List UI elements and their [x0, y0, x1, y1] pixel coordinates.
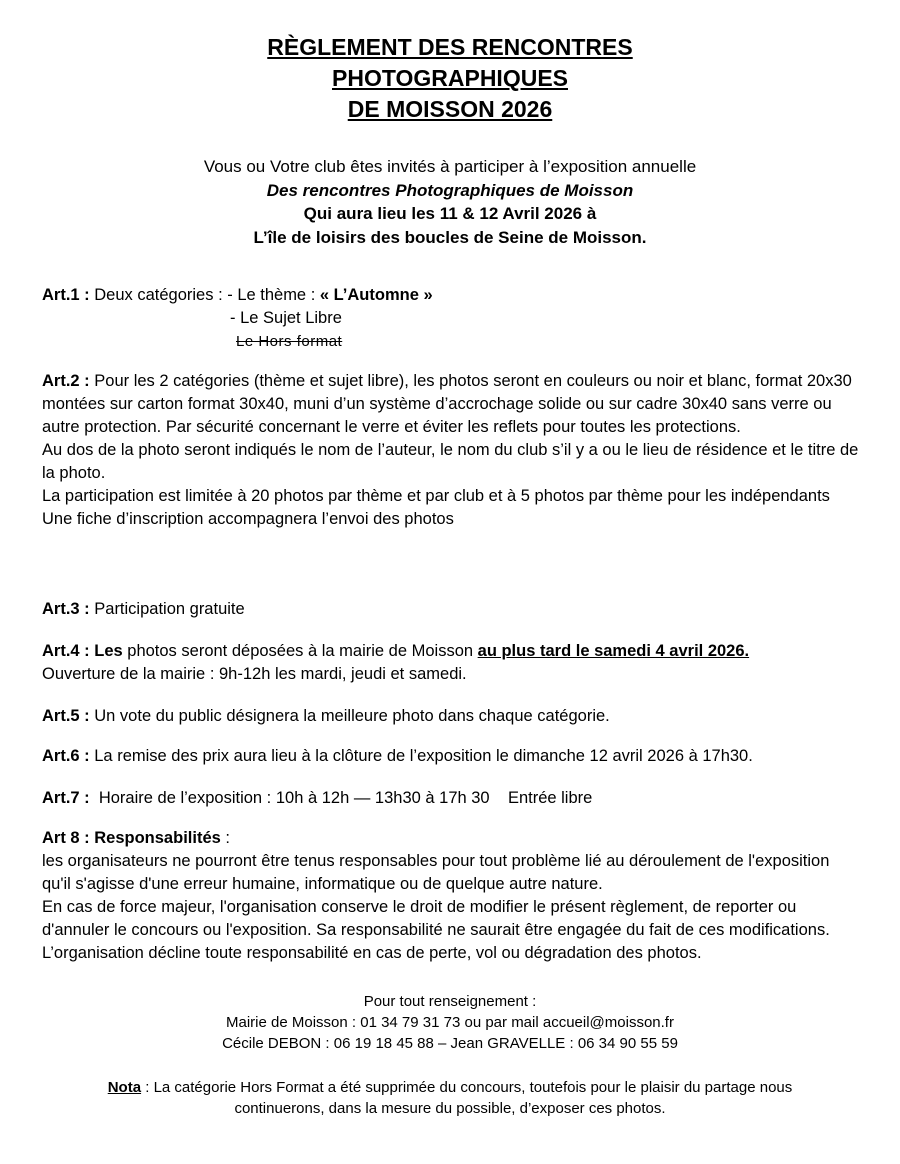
title-line-2: PHOTOGRAPHIQUES	[332, 65, 568, 91]
art1-theme: « L’Automne »	[319, 286, 433, 304]
title-line-3: DE MOISSON 2026	[347, 96, 553, 122]
art1-hors-format-struck: Le Hors format	[236, 333, 343, 350]
art1-hors-format	[42, 330, 862, 353]
art4-line2: Ouverture de la mairie : 9h-12h les mardi, jeudi et samedi.	[42, 665, 467, 683]
nota-text-1: : La catégorie Hors Format a été supprimée du concours, toutefois pour le plaisir du partage nous	[141, 1079, 793, 1096]
art6-text: La remise des prix aura lieu à la clôture de l’exposition le dimanche 12 avril 2026 à 17h30.	[89, 747, 753, 765]
intro-line-2: Des rencontres Photographiques de Moisson	[266, 180, 634, 200]
art6-label: Art.6 :	[42, 747, 90, 765]
intro-line-4: L’île de loisirs des boucles de Seine de Moisson.	[253, 227, 647, 247]
nota-label: Nota	[107, 1079, 142, 1096]
art1-text: Deux catégories : - Le thème :	[89, 286, 320, 304]
art4-label: Art.4 : Les	[42, 642, 123, 660]
contact-block	[0, 991, 900, 1054]
art4-text: photos seront déposées à la mairie de Moisson	[122, 642, 478, 660]
art8-p1: les organisateurs ne pourront être tenus responsables pour tout problème lié au déroulement de l'exposition qu'il s'agisse d'une erreur humaine, informatique ou de quelque autre nature.	[42, 852, 830, 893]
art7-label: Art.7 :	[42, 789, 90, 807]
art2-label: Art.2 :	[42, 372, 90, 390]
article-4	[42, 640, 862, 686]
art1-libre: - Le Sujet Libre	[230, 309, 342, 327]
art5-text: Un vote du public désignera la meilleure photo dans chaque catégorie.	[89, 707, 610, 725]
intro	[0, 155, 900, 249]
art8-p2: En cas de force majeur, l'organisation conserve le droit de modifier le présent règlement, de reporter ou d'annuler le concours ou l'exposition. Sa responsabilité ne saurait être engagée du fait de ces modifications. L’organisation décline toute responsabilité en cas de perte, vol ou dégradation des photos.	[42, 898, 830, 962]
art8-label: Art 8 : Responsabilités	[42, 829, 221, 847]
intro-line-1: Vous ou Votre club êtes invités à participer à l’exposition annuelle	[203, 157, 697, 176]
nota-block	[0, 1077, 900, 1119]
art7-text: Horaire de l’exposition : 10h à 12h — 13h30 à 17h 30 Entrée libre	[89, 789, 593, 807]
article-3	[42, 598, 862, 621]
intro-line-3: Qui aura lieu les 11 & 12 Avril 2026 à	[303, 204, 597, 223]
document-title	[0, 32, 900, 125]
art4-deadline: au plus tard le samedi 4 avril 2026.	[477, 642, 750, 660]
title-line-1: RÈGLEMENT DES RENCONTRES	[267, 34, 633, 60]
art1-label: Art.1 :	[42, 286, 90, 304]
article-6	[42, 745, 862, 768]
contact-line-1: Pour tout renseignement :	[363, 993, 537, 1010]
article-1	[42, 284, 862, 353]
contact-line-3: Cécile DEBON : 06 19 18 45 88 – Jean GRAVELLE : 06 34 90 55 59	[222, 1035, 678, 1052]
article-8	[42, 827, 862, 965]
article-7	[42, 787, 862, 810]
art2-p4: Une fiche d’inscription accompagnera l’envoi des photos	[42, 510, 454, 528]
contact-line-2: Mairie de Moisson : 01 34 79 31 73 ou par mail accueil@moisson.fr	[226, 1014, 674, 1031]
art3-label: Art.3 :	[42, 600, 90, 618]
art3-text: Participation gratuite	[89, 600, 245, 618]
art5-label: Art.5 :	[42, 707, 90, 725]
art2-p1: Pour les 2 catégories (thème et sujet libre), les photos seront en couleurs ou noir et blanc, format 20x30 montées sur carton format 30x40, muni d’un système d’accrochage solide ou sur cadre 30x40 sans verre ou autre protection. Par sécurité concernant le verre et éviter les reflets pour toutes les protections.	[42, 372, 852, 436]
article-2	[42, 370, 862, 531]
art2-p3: La participation est limitée à 20 photos par thème et par club et à 5 photos par thème pour les indépendants	[42, 487, 830, 505]
nota-text-2: continuerons, dans la mesure du possible, d’exposer ces photos.	[234, 1100, 666, 1117]
article-5	[42, 705, 862, 728]
art8-colon: :	[220, 829, 230, 847]
art2-p2: Au dos de la photo seront indiqués le nom de l’auteur, le nom du club s’il y a ou le lieu de résidence et le titre de la photo.	[42, 441, 859, 482]
